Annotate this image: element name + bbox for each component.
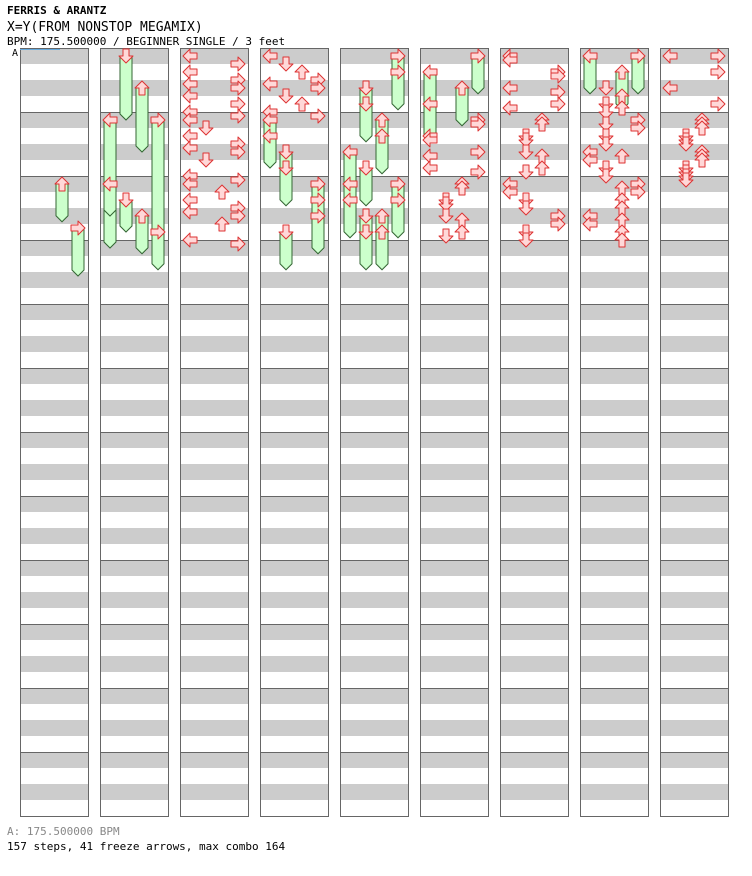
chart-column: [660, 48, 729, 817]
beat-stripe: [20, 784, 88, 800]
beat-stripe: [340, 592, 408, 608]
beat-stripe: [180, 528, 248, 544]
song-artist: FERRIS & ARANTZ: [7, 4, 107, 17]
beat-stripe: [580, 368, 648, 384]
beat-stripe: [20, 528, 88, 544]
beat-stripe: [340, 560, 408, 576]
beat-stripe: [500, 272, 568, 288]
beat-stripe: [420, 464, 488, 480]
beat-stripe: [500, 304, 568, 320]
freeze-arrow-body: [120, 56, 132, 120]
beat-stripe: [340, 752, 408, 768]
beat-stripe: [260, 624, 328, 640]
beat-stripe: [180, 432, 248, 448]
beat-stripe: [580, 560, 648, 576]
up-arrow-icon: [295, 65, 309, 79]
beat-stripe: [340, 464, 408, 480]
chart-column: [500, 48, 569, 817]
beat-stripe: [260, 368, 328, 384]
beat-stripe: [100, 336, 168, 352]
beat-stripe: [340, 624, 408, 640]
left-arrow-icon: [423, 161, 437, 175]
beat-stripe: [420, 208, 488, 224]
beat-stripe: [100, 720, 168, 736]
beat-stripe: [340, 272, 408, 288]
beat-stripe: [420, 688, 488, 704]
beat-stripe: [20, 592, 88, 608]
beat-stripe: [20, 688, 88, 704]
beat-stripe: [260, 720, 328, 736]
beat-stripe: [500, 624, 568, 640]
beat-stripe: [340, 688, 408, 704]
beat-stripe: [20, 432, 88, 448]
up-arrow-icon: [295, 97, 309, 111]
beat-stripe: [420, 432, 488, 448]
beat-stripe: [260, 272, 328, 288]
beat-stripe: [100, 432, 168, 448]
beat-stripe: [20, 112, 88, 128]
beat-stripe: [340, 240, 408, 256]
beat-stripe: [420, 560, 488, 576]
beat-stripe: [100, 656, 168, 672]
beat-stripe: [500, 336, 568, 352]
beat-stripe: [180, 464, 248, 480]
beat-stripe: [260, 432, 328, 448]
beat-stripe: [100, 592, 168, 608]
beat-stripe: [580, 304, 648, 320]
beat-stripe: [260, 304, 328, 320]
beat-stripe: [340, 496, 408, 512]
beat-stripe: [180, 784, 248, 800]
beat-stripe: [500, 784, 568, 800]
beat-stripe: [420, 528, 488, 544]
beat-stripe: [660, 752, 728, 768]
chart-column: [20, 48, 89, 817]
beat-stripe: [180, 304, 248, 320]
beat-stripe: [340, 720, 408, 736]
beat-stripe: [660, 560, 728, 576]
beat-stripe: [260, 656, 328, 672]
beat-stripe: [180, 688, 248, 704]
beat-stripe: [100, 304, 168, 320]
beat-stripe: [340, 656, 408, 672]
beat-stripe: [660, 784, 728, 800]
beat-stripe: [660, 688, 728, 704]
beat-stripe: [580, 336, 648, 352]
beat-stripe: [580, 592, 648, 608]
beat-stripe: [260, 592, 328, 608]
beat-stripe: [20, 48, 88, 64]
beat-stripe: [20, 560, 88, 576]
beat-stripe: [500, 752, 568, 768]
beat-stripe: [180, 592, 248, 608]
beat-stripe: [420, 240, 488, 256]
beat-stripe: [660, 624, 728, 640]
beat-stripe: [180, 272, 248, 288]
beat-stripe: [660, 240, 728, 256]
beat-stripe: [580, 496, 648, 512]
right-arrow-icon: [711, 97, 725, 111]
beat-stripe: [660, 144, 728, 160]
beat-stripe: [500, 528, 568, 544]
beat-stripe: [660, 336, 728, 352]
beat-stripe: [500, 496, 568, 512]
beat-stripe: [100, 48, 168, 64]
beat-stripe: [580, 720, 648, 736]
beat-stripe: [20, 176, 88, 192]
beat-stripe: [340, 112, 408, 128]
beat-stripe: [580, 272, 648, 288]
bpm-marker-label: A: [12, 48, 19, 59]
beat-stripe: [500, 688, 568, 704]
beat-stripe: [340, 784, 408, 800]
beat-stripe: [660, 592, 728, 608]
beat-stripe: [580, 464, 648, 480]
beat-stripe: [100, 368, 168, 384]
beat-stripe: [340, 368, 408, 384]
freeze-arrow-body: [136, 88, 148, 152]
right-arrow-icon: [711, 65, 725, 79]
beat-stripe: [100, 80, 168, 96]
beat-stripe: [500, 368, 568, 384]
beat-stripe: [580, 528, 648, 544]
beat-stripe: [660, 720, 728, 736]
beat-stripe: [100, 560, 168, 576]
beat-stripe: [660, 464, 728, 480]
beat-stripe: [20, 304, 88, 320]
beat-stripe: [100, 272, 168, 288]
beat-stripe: [420, 656, 488, 672]
beat-stripe: [660, 272, 728, 288]
beat-stripe: [20, 720, 88, 736]
beat-stripe: [100, 464, 168, 480]
beat-stripe: [420, 624, 488, 640]
beat-stripe: [420, 720, 488, 736]
beat-stripe: [180, 400, 248, 416]
beat-stripe: [100, 688, 168, 704]
up-arrow-icon: [535, 161, 549, 175]
beat-stripe: [20, 336, 88, 352]
beat-stripe: [580, 656, 648, 672]
beat-stripe: [420, 752, 488, 768]
beat-stripe: [500, 464, 568, 480]
beat-stripe: [660, 112, 728, 128]
beat-stripe: [180, 752, 248, 768]
beat-stripe: [260, 528, 328, 544]
up-arrow-icon: [455, 225, 469, 239]
song-title: X=Y(FROM NONSTOP MEGAMIX): [7, 20, 203, 35]
beat-stripe: [100, 784, 168, 800]
beat-stripe: [20, 368, 88, 384]
beat-stripe: [420, 336, 488, 352]
beat-stripe: [180, 656, 248, 672]
beat-stripe: [660, 208, 728, 224]
beat-stripe: [500, 560, 568, 576]
beat-stripe: [260, 336, 328, 352]
beat-stripe: [660, 432, 728, 448]
beat-stripe: [500, 400, 568, 416]
beat-stripe: [20, 656, 88, 672]
beat-stripe: [580, 624, 648, 640]
beat-stripe: [500, 720, 568, 736]
beat-stripe: [580, 432, 648, 448]
beat-stripe: [100, 496, 168, 512]
beat-stripe: [660, 368, 728, 384]
beat-stripe: [340, 432, 408, 448]
beat-stripe: [180, 560, 248, 576]
beat-stripe: [260, 560, 328, 576]
beat-stripe: [500, 432, 568, 448]
beat-stripe: [660, 400, 728, 416]
beat-stripe: [260, 752, 328, 768]
beat-stripe: [180, 624, 248, 640]
beat-stripe: [500, 144, 568, 160]
beat-stripe: [420, 304, 488, 320]
beat-stripe: [660, 496, 728, 512]
beat-stripe: [340, 400, 408, 416]
beat-stripe: [20, 144, 88, 160]
beat-stripe: [420, 400, 488, 416]
beat-stripe: [340, 304, 408, 320]
beat-stripe: [340, 528, 408, 544]
beat-stripe: [580, 240, 648, 256]
beat-stripe: [20, 80, 88, 96]
beat-stripe: [100, 400, 168, 416]
beat-stripe: [580, 400, 648, 416]
beat-stripe: [420, 368, 488, 384]
beat-stripe: [420, 496, 488, 512]
beat-stripe: [180, 336, 248, 352]
beat-stripe: [660, 176, 728, 192]
beat-stripe: [660, 528, 728, 544]
beat-stripe: [340, 336, 408, 352]
beat-stripe: [180, 368, 248, 384]
bpm-legend: A: 175.500000 BPM: [7, 825, 120, 838]
beat-stripe: [260, 496, 328, 512]
beat-stripe: [500, 656, 568, 672]
beat-stripe: [500, 240, 568, 256]
beat-stripe: [180, 496, 248, 512]
beat-stripe: [260, 688, 328, 704]
beat-stripe: [180, 720, 248, 736]
beat-stripe: [420, 784, 488, 800]
beat-stripe: [260, 400, 328, 416]
right-arrow-icon: [551, 97, 565, 111]
chart-column: [180, 48, 249, 817]
beat-stripe: [580, 752, 648, 768]
beat-stripe: [580, 688, 648, 704]
beat-stripe: [100, 528, 168, 544]
chart-info: BPM: 175.500000 / BEGINNER SINGLE / 3 feet: [7, 35, 286, 48]
beat-stripe: [260, 464, 328, 480]
beat-stripe: [500, 592, 568, 608]
beat-stripe: [100, 624, 168, 640]
beat-stripe: [580, 784, 648, 800]
beat-stripe: [260, 784, 328, 800]
beat-stripe: [20, 624, 88, 640]
chart-stats: 157 steps, 41 freeze arrows, max combo 164: [7, 840, 286, 853]
beat-stripe: [660, 656, 728, 672]
beat-stripe: [20, 464, 88, 480]
beat-stripe: [20, 400, 88, 416]
beat-stripe: [420, 592, 488, 608]
beat-stripe: [20, 496, 88, 512]
beat-stripe: [100, 752, 168, 768]
beat-stripe: [20, 752, 88, 768]
beat-stripe: [420, 272, 488, 288]
beat-stripe: [660, 304, 728, 320]
